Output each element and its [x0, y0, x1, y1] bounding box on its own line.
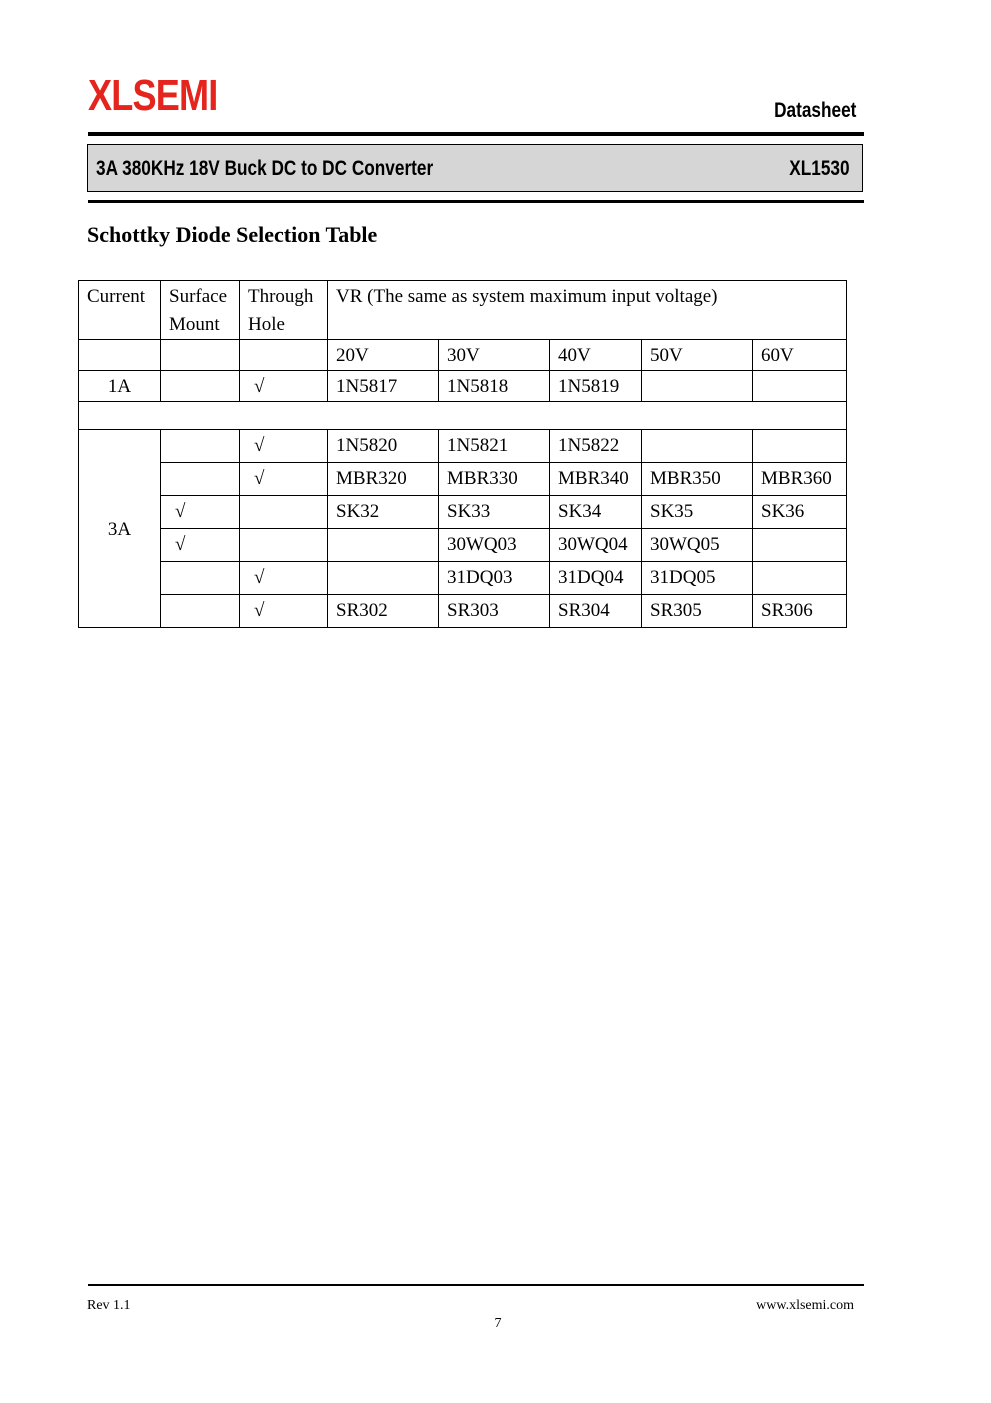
- table-row: [79, 595, 847, 628]
- part-cell: SR303: [439, 595, 550, 628]
- part-cell: SK36: [753, 496, 847, 529]
- part-cell: 1N5818: [439, 371, 550, 402]
- document-type-label: Datasheet: [773, 99, 856, 122]
- part-cell: 1N5822: [550, 430, 642, 463]
- part-cell: 30WQ03: [439, 529, 550, 562]
- part-cell: SR306: [753, 595, 847, 628]
- header-row: [79, 281, 847, 340]
- th-cell: √: [240, 562, 328, 595]
- schottky-diode-table: [78, 280, 847, 628]
- table-row: [79, 529, 847, 562]
- th-cell: √: [240, 463, 328, 496]
- smt-cell: [161, 430, 240, 463]
- section-title: Schottky Diode Selection Table: [87, 222, 378, 247]
- part-cell: 30WQ05: [642, 529, 753, 562]
- part-cell: SR304: [550, 595, 642, 628]
- table-row: [79, 562, 847, 595]
- th-cell: [240, 496, 328, 529]
- th-cell: [240, 529, 328, 562]
- part-cell: 31DQ04: [550, 562, 642, 595]
- part-cell: [642, 430, 753, 463]
- header-current: Current: [79, 281, 161, 340]
- smt-cell: √: [161, 529, 240, 562]
- part-cell: [753, 430, 847, 463]
- smt-cell: [161, 595, 240, 628]
- table-row: [79, 430, 847, 463]
- current-1a-cell: 1A: [79, 371, 161, 402]
- title-rule: [88, 200, 864, 203]
- part-cell: SR305: [642, 595, 753, 628]
- page-number: 7: [494, 1316, 502, 1331]
- revision-label: Rev 1.1: [87, 1298, 131, 1313]
- part-cell: SK34: [550, 496, 642, 529]
- part-cell: 30WQ04: [550, 529, 642, 562]
- part-cell: MBR320: [328, 463, 439, 496]
- th-cell: √: [240, 371, 328, 402]
- website-link[interactable]: www.xlsemi.com: [756, 1298, 854, 1313]
- company-logo: XLSEMI: [88, 71, 218, 120]
- part-cell: 1N5817: [328, 371, 439, 402]
- part-cell: 1N5819: [550, 371, 642, 402]
- part-cell: SK35: [642, 496, 753, 529]
- voltage-cell: 40V: [550, 340, 642, 371]
- smt-cell: √: [161, 496, 240, 529]
- part-cell: SR302: [328, 595, 439, 628]
- part-cell: [328, 562, 439, 595]
- voltage-cell: 60V: [753, 340, 847, 371]
- part-cell: MBR330: [439, 463, 550, 496]
- part-cell: 1N5820: [328, 430, 439, 463]
- table-row: [79, 371, 847, 402]
- voltage-row: [79, 340, 847, 371]
- part-cell: SK33: [439, 496, 550, 529]
- voltage-cell: 30V: [439, 340, 550, 371]
- part-cell: MBR350: [642, 463, 753, 496]
- part-cell: [642, 371, 753, 402]
- footer-rule: [88, 1284, 864, 1286]
- voltage-cell: 50V: [642, 340, 753, 371]
- part-cell: MBR340: [550, 463, 642, 496]
- product-title: 3A 380KHz 18V Buck DC to DC Converter: [96, 157, 434, 180]
- header-rule: [88, 132, 864, 136]
- part-cell: MBR360: [753, 463, 847, 496]
- voltage-cell: 20V: [328, 340, 439, 371]
- current-3a-cell: 3A: [79, 430, 161, 628]
- smt-cell: [161, 463, 240, 496]
- smt-cell: [161, 371, 240, 402]
- header-vr: VR (The same as system maximum input voltage): [328, 281, 847, 340]
- part-cell: [753, 371, 847, 402]
- header-through-hole: Through Hole: [240, 281, 328, 340]
- part-cell: 1N5821: [439, 430, 550, 463]
- part-cell: 31DQ03: [439, 562, 550, 595]
- th-cell: √: [240, 595, 328, 628]
- part-cell: [753, 529, 847, 562]
- th-cell: √: [240, 430, 328, 463]
- table-row: [79, 463, 847, 496]
- part-cell: 31DQ05: [642, 562, 753, 595]
- separator-row: [79, 402, 847, 430]
- header-surface-mount: Surface Mount: [161, 281, 240, 340]
- title-bar: [87, 144, 863, 192]
- part-cell: [328, 529, 439, 562]
- table-row: [79, 496, 847, 529]
- part-cell: [753, 562, 847, 595]
- smt-cell: [161, 562, 240, 595]
- part-cell: SK32: [328, 496, 439, 529]
- part-number: XL1530: [789, 157, 850, 180]
